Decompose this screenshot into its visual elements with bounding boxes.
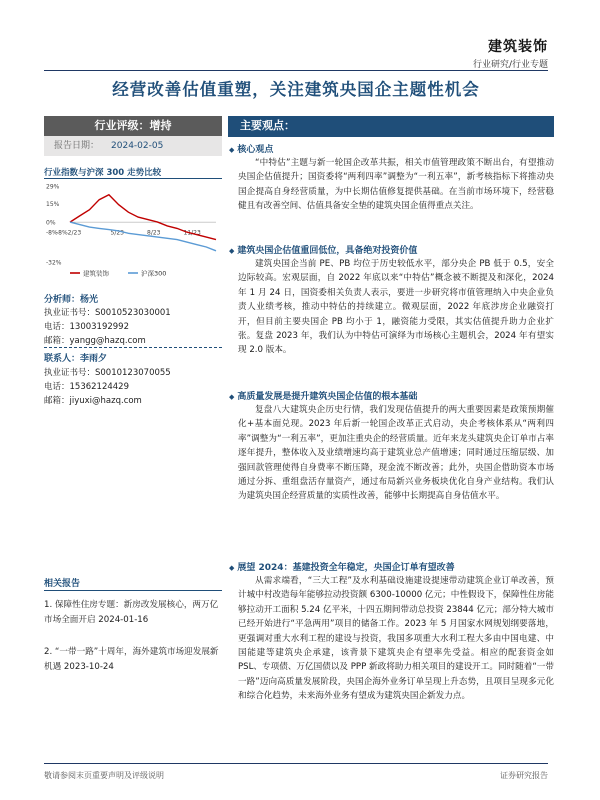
y-tick-label: 0%: [46, 219, 56, 227]
analyst-phone: 电话：13003192992: [44, 322, 129, 332]
report-category: 行业研究/行业专题: [472, 60, 548, 70]
footer-divider: [44, 763, 548, 764]
x-tick-label: 8/23: [147, 229, 161, 237]
main-points-divider: [228, 136, 554, 137]
section-body-outlook: 从需求端看，“三大工程”及水利基础设施建设提速带动建筑企业订单改善，预计城中村改造每年能够拉动投资额 6300-10000 亿元；中性假设下，保障性住房能够拉动开工面积 5.24 亿平米，十四五期间带动总投资 23844 亿元；部分特大城市已经开始进行“平急两用”项目的储备工作。2023 年 5 月国家水网规划纲要落地，更强调对重大水利工程的建设与投资，我国多项重大水利工程大多由中国电建、中国能建等建筑央企承建，该背景下建筑央企有望率先受益。相应的配套资金如 PSL、专项债、万亿国债以及 PPP 新政将助力相关项目的建设开工。同时随着“一带一路”迈向高质量发展阶段，央国企海外业务订单呈现上升态势，且项目呈现多元化和综合化趋势，未来海外业务有望成为建筑央国企新发力点。: [238, 576, 554, 702]
related-reports-divider: [44, 590, 222, 591]
rating-box: [44, 116, 222, 158]
related-report-item[interactable]: 2. “一带一路”十周年，海外建筑市场迎发展新机遇 2023-10-24: [44, 647, 219, 672]
report-date-label: 报告日期：: [54, 141, 100, 151]
section-title-valuation: ◆ 建筑央国企估值重回低位，具备绝对投资价值: [229, 243, 417, 256]
industry-rating: 行业评级：增持: [44, 116, 222, 136]
chart-title: 行业指数与沪深 300 走势比较: [44, 168, 162, 178]
contact-divider: [44, 347, 222, 348]
footer-report-type: 证券研究报告: [500, 771, 548, 780]
section-body-quality: 复盘八大建筑央企历史行情，我们发现估值提升的两大重要因素是政策预期催化+基本面兑现。2023 年后新一轮国企改革正式启动，央企考核体系从“两利四率”调整为“一利五率”，更加注重央企的经营质量。近年来龙头建筑央企订单市占率逐年提升，整体收入及业绩增速均高于建筑业总产值增速；同时通过压缩层级、加强回款管理使得自身费率不断压降，现金流不断改善；此外，央国企借助资本市场通过分拆、重组盘活存量资产，通过布局新兴业务板块优化自身产业结构。我们认为建筑央国企经营质量的实质性改善，能够中长期提高自身估值水平。: [238, 405, 554, 502]
section-title-quality: ◆ 高质量发展是提升建筑央国企估值的根本基础: [229, 389, 417, 402]
x-tick-label: -8%2/23: [56, 229, 82, 237]
report-date: 2024-02-05: [111, 141, 164, 151]
y-tick-label: -32%: [46, 259, 62, 267]
related-report-item[interactable]: 1. 保障性住房专题：新房改发展核心，两万亿市场全面开启 2024-01-16: [44, 600, 219, 625]
analyst-email[interactable]: 邮箱：yangg@hazq.com: [44, 336, 146, 346]
legend-label: 沪深300: [141, 269, 167, 278]
section-title-core: ◆ 核心观点: [229, 142, 273, 155]
x-tick-label: 5/23: [110, 229, 124, 237]
contact-phone: 电话：15362124429: [44, 382, 129, 392]
main-points-title: 主要观点：: [240, 119, 295, 132]
contact-email[interactable]: 邮箱：jiyuxi@hazq.com: [44, 396, 142, 406]
footer-disclaimer: 敬请参阅末页重要声明及评级说明: [44, 771, 164, 780]
section-body-core: “中特估”主题与新一轮国企改革共振，相关市值管理政策不断出台，有望推动央国企估值提升；国资委将“两利四率”调整为“一利五率”，新考核指标下将推动央国企提高自身经营质量，为中长期估值修复提供基础。在当前市场环境下，经营稳健且有改善空间、估值具备安全垫的建筑央国企值得重点关注。: [238, 158, 554, 212]
x-tick-label: 11/23: [183, 229, 201, 237]
y-tick-label: 15%: [46, 200, 60, 208]
section-body-valuation: 建筑央国企当前 PE、PB 均位于历史较低水平，部分央企 PB 低于 0.5，安全边际较高。宏观层面，自 2022 年底以来“中特估”概念被不断提及和深化，2024 年 1 月 24 日，国资委相关负责人表示，要进一步研究将市值管理纳入中央企业负责人业绩考核，推动中特估的持续建立。微观层面，2022 年底涉房企业融资打开，但目前主要央国企 PB 均小于 1，融资能力受限，其实估值提升助力企业扩张。复盘 2023 年，我们认为中特估可演绎为市场核心主题机会，2024 年有望实现 2.0 版本。: [238, 259, 554, 356]
analyst-name: 分析师：杨光: [44, 295, 99, 305]
legend-label: 建筑装饰: [83, 269, 109, 278]
y-tick-label: 29%: [46, 183, 60, 191]
main-points-header: [228, 116, 554, 136]
related-reports-title: 相关报告: [44, 579, 81, 589]
contact-name: 联系人：李雨夕: [44, 354, 108, 364]
section-title-outlook: ◆ 展望 2024：基建投资全年稳定，央国企订单有望改善: [229, 560, 455, 573]
report-title: 经营改善估值重塑，关注建筑央国企主题性机会: [112, 80, 480, 99]
report-date-row: [44, 136, 222, 156]
header-divider: [44, 70, 548, 71]
chart-title-divider: [44, 178, 222, 179]
brand-title: 建筑装饰: [488, 39, 548, 55]
trend-chart: [44, 180, 222, 280]
analyst-cert: 执业证书号：S0010523030001: [44, 308, 171, 318]
y-tick-label: -8%: [46, 229, 58, 237]
contact-cert: 执业证书号：S0010123070055: [44, 368, 171, 378]
